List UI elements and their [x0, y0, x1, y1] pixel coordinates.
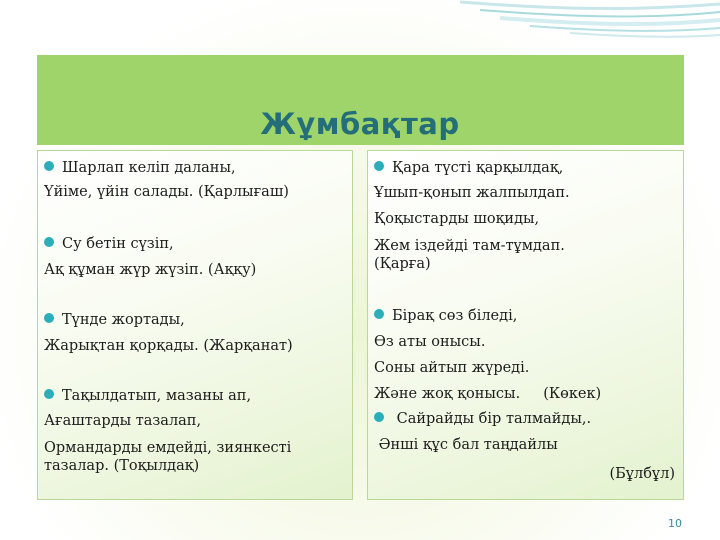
riddle-line: Үйіме, үйін салады. (Қарлығаш): [44, 184, 289, 200]
riddle-line: Соны айтып жүреді.: [374, 360, 530, 376]
riddle-line: Қара түсті қарқылдақ,: [374, 159, 563, 177]
riddle-line: Ұшып-қонып жалпылдап.: [374, 185, 570, 201]
riddle-line: Әнші құс бал таңдайлы: [374, 437, 558, 453]
slide-title: Жұмбақтар: [260, 107, 460, 141]
riddle-line: (Қарға): [374, 256, 431, 272]
decorative-stripes: [460, 0, 720, 40]
page-number: 10: [668, 517, 682, 530]
riddle-line: Бірақ сөз біледі,: [374, 307, 517, 325]
riddle-line: Ақ құман жүр жүзіп. (Аққу): [44, 262, 257, 278]
riddle-line: Жарықтан қорқады. (Жарқанат): [44, 338, 293, 354]
riddle-line: Және жоқ қонысы. (Көкек): [374, 386, 602, 402]
riddle-line: Жем іздейді там-тұмдап.: [374, 238, 565, 254]
right-riddles-panel: [367, 150, 684, 500]
bullet-icon: [44, 161, 54, 171]
riddle-line: тазалар. (Тоқылдақ): [44, 458, 200, 474]
bullet-icon: [374, 412, 384, 422]
riddle-answer: (Бұлбұл): [609, 466, 675, 482]
riddle-line: Өз аты онысы.: [374, 334, 486, 350]
riddle-line: Су бетін сүзіп,: [44, 235, 174, 253]
bullet-icon: [374, 309, 384, 319]
bullet-icon: [374, 161, 384, 171]
riddle-line: Қоқыстарды шоқиды,: [374, 211, 540, 227]
left-riddles-panel: [37, 150, 353, 500]
riddle-line: Ормандарды емдейді, зиянкесті: [44, 440, 292, 456]
riddle-line: Сайрайды бір талмайды,.: [374, 410, 591, 428]
bullet-icon: [44, 237, 54, 247]
riddle-line: Ағаштарды тазалап,: [44, 413, 202, 429]
riddle-line: Түнде жортады,: [44, 311, 185, 329]
bullet-icon: [44, 389, 54, 399]
riddle-line: Тақылдатып, мазаны ап,: [44, 387, 251, 405]
bullet-icon: [44, 313, 54, 323]
riddle-line: Шарлап келіп даланы,: [44, 159, 236, 177]
